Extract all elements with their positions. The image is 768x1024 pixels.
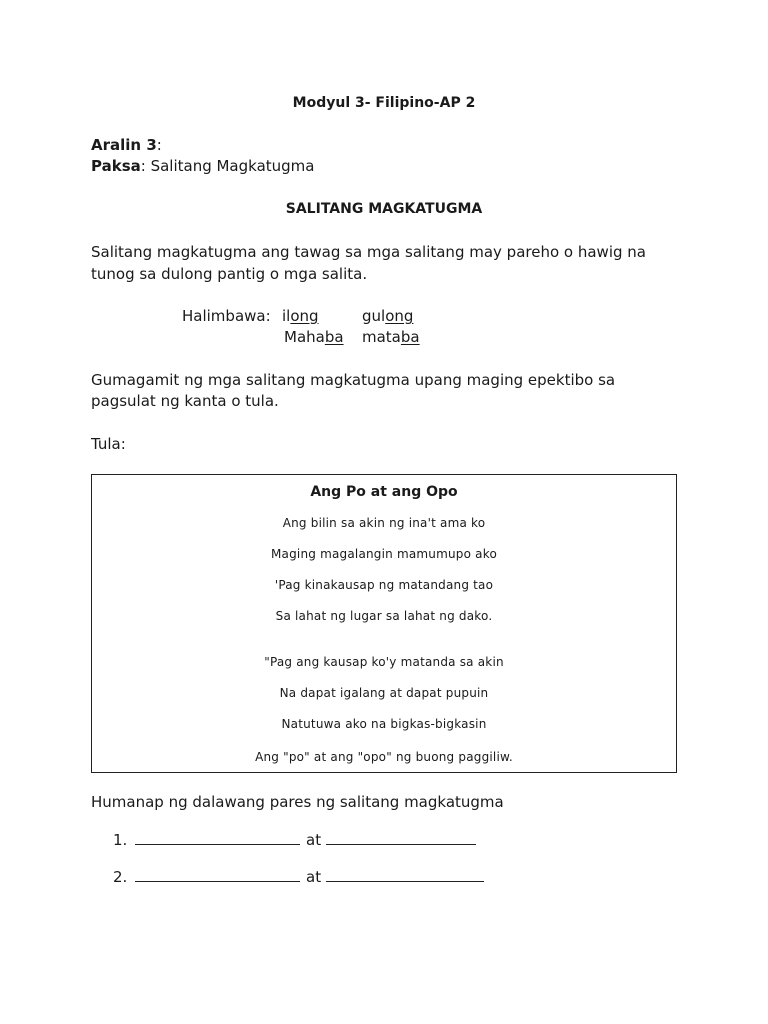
- poem-line: Ang bilin sa akin ng ina't ama ko: [282, 516, 486, 530]
- example-word-rhyme: ba: [400, 328, 420, 346]
- examples-label: Halimbawa:: [182, 307, 271, 325]
- poem-line: Natutuwa ako na bigkas-bigkasin: [281, 717, 487, 731]
- exercise-instruction: Humanap ng dalawang pares ng salitang magkatugma: [91, 793, 504, 811]
- poem-line: "Pag ang kausap ko'y matanda sa akin: [264, 655, 504, 669]
- example-word-2a: [284, 327, 344, 348]
- answer-blank-2b[interactable]: [326, 867, 484, 886]
- exercise-item-number: 2.: [113, 868, 128, 886]
- module-title: Modyul 3- Filipino-AP 2: [292, 95, 476, 111]
- example-word-prefix: il: [282, 307, 291, 325]
- paksa-value: : Salitang Magkatugma: [140, 157, 315, 175]
- usage-line-2: pagsulat ng kanta o tula.: [91, 392, 279, 410]
- answer-blank-1a[interactable]: [135, 830, 300, 849]
- answer-blank-1b[interactable]: [326, 830, 476, 849]
- section-title: SALITANG MAGKATUGMA: [285, 201, 483, 217]
- poem-line: Ang "po" at ang "opo" ng buong paggiliw.: [255, 750, 513, 764]
- definition-line-2: tunog sa dulong pantig o mga salita.: [91, 265, 368, 283]
- example-word-prefix: gul: [362, 307, 386, 325]
- poem-line: Na dapat igalang at dapat pupuin: [279, 686, 489, 700]
- example-word-rhyme: ong: [290, 307, 319, 325]
- answer-blank-2a[interactable]: [135, 867, 300, 886]
- exercise-connector: at: [306, 831, 322, 849]
- exercise-item-number: 1.: [113, 831, 128, 849]
- poem-line: 'Pag kinakausap ng matandang tao: [274, 578, 494, 592]
- poem-line: Sa lahat ng lugar sa lahat ng dako.: [275, 609, 493, 623]
- definition-line-1: Salitang magkatugma ang tawag sa mga salitang may pareho o hawig na: [91, 243, 646, 261]
- example-word-rhyme: ong: [385, 307, 414, 325]
- aralin-label: Aralin 3: [91, 136, 157, 154]
- usage-line-1: Gumagamit ng mga salitang magkatugma upang maging epektibo sa: [91, 371, 616, 389]
- poem-box: [91, 474, 677, 773]
- example-word-prefix: mata: [362, 328, 401, 346]
- poem-line: Maging magalangin mamumupo ako: [271, 547, 497, 561]
- example-word-rhyme: ba: [324, 328, 344, 346]
- example-word-1b: [362, 306, 413, 327]
- tula-label: Tula:: [91, 435, 126, 453]
- aralin-line: [91, 135, 162, 156]
- example-word-1a: [282, 306, 319, 327]
- aralin-suffix: :: [156, 136, 162, 154]
- example-word-2b: [362, 327, 420, 348]
- example-word-prefix: Maha: [284, 328, 325, 346]
- poem-title: Ang Po at ang Opo: [310, 484, 458, 500]
- paksa-label: Paksa: [91, 157, 141, 175]
- paksa-line: [91, 156, 314, 177]
- exercise-connector: at: [306, 868, 322, 886]
